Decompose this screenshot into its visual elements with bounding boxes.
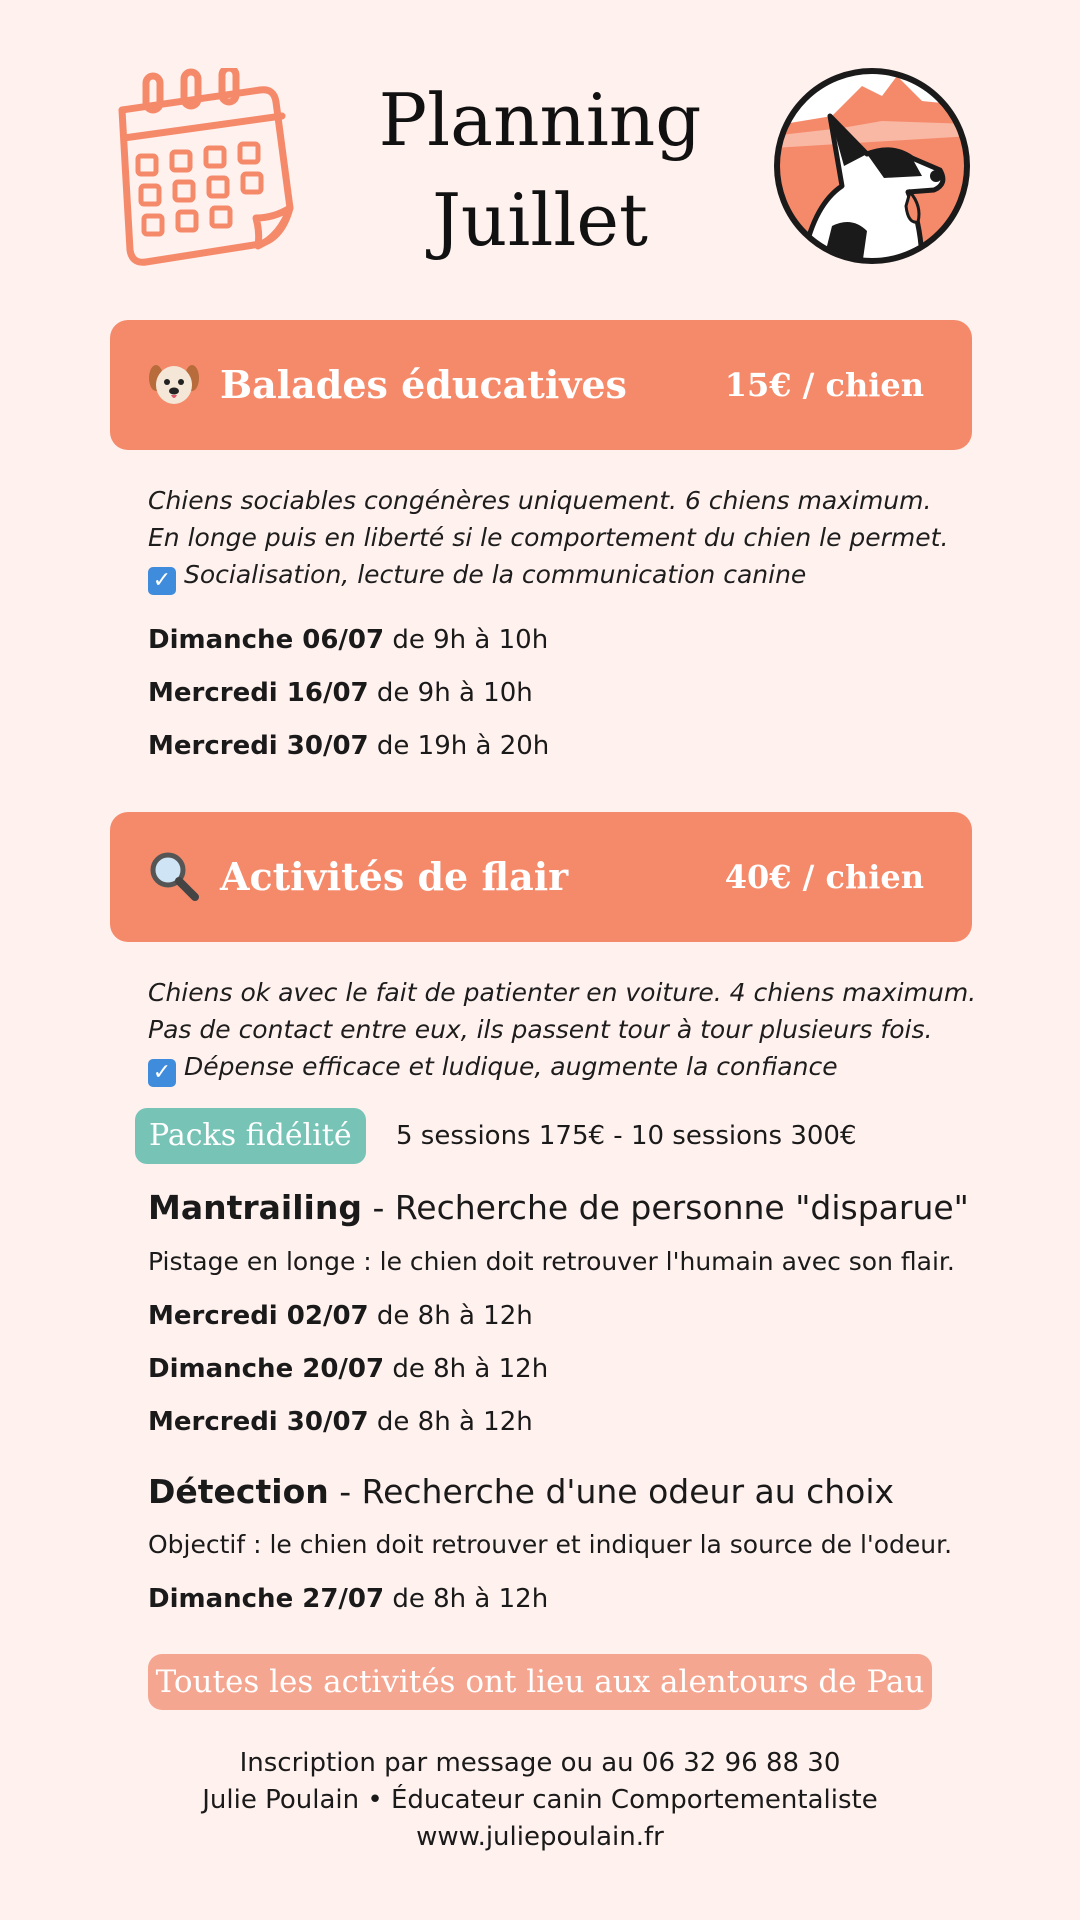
desc-line: Pas de contact entre eux, ils passent tour à tour plusieurs fois.	[148, 1015, 933, 1044]
page-title	[340, 70, 740, 270]
footer-author: Julie Poulain • Éducateur canin Comportementaliste	[202, 1785, 878, 1815]
checkbox-icon: ✓	[148, 1059, 176, 1087]
dog-face-icon	[148, 358, 200, 410]
section-description	[148, 482, 1008, 595]
session-row: Mercredi 02/07 de 8h à 12h	[148, 1301, 533, 1331]
section-title: Balades éducatives	[220, 362, 627, 407]
activity-heading-detection: Détection - Recherche d'une odeur au choix	[148, 1472, 895, 1511]
session-row: Dimanche 20/07 de 8h à 12h	[148, 1354, 549, 1384]
magnifying-glass-icon	[148, 850, 200, 902]
section-price: 15€ / chien	[724, 366, 924, 404]
desc-line: ✓ Socialisation, lecture de la communication canine	[148, 556, 1008, 595]
desc-line: Chiens ok avec le fait de patienter en voiture. 4 chiens maximum.	[148, 978, 977, 1007]
session-row: Dimanche 06/07 de 9h à 10h	[148, 625, 549, 655]
activity-description: Objectif : le chien doit retrouver et indiquer la source de l'odeur.	[148, 1530, 953, 1559]
title-line-1: Planning	[378, 78, 702, 162]
desc-line: ✓ Dépense efficace et ludique, augmente la confiance	[148, 1048, 1008, 1087]
section-banner-flair	[110, 812, 972, 942]
session-row: Dimanche 27/07 de 8h à 12h	[148, 1584, 549, 1614]
session-row: Mercredi 30/07 de 19h à 20h	[148, 731, 550, 761]
desc-line: Chiens sociables congénères uniquement. 6 chiens maximum.	[148, 486, 932, 515]
activity-description: Pistage en longe : le chien doit retrouver l'humain avec son flair.	[148, 1247, 955, 1276]
packs-pricing: 5 sessions 175€ - 10 sessions 300€	[396, 1121, 857, 1151]
activity-heading-mantrailing: Mantrailing - Recherche de personne "disparue"	[148, 1188, 969, 1227]
desc-line: En longe puis en liberté si le comportement du chien le permet.	[148, 523, 949, 552]
checkbox-icon: ✓	[148, 567, 176, 595]
footer-website[interactable]: www.juliepoulain.fr	[416, 1822, 664, 1852]
title-line-2: Juillet	[432, 178, 648, 262]
section-description	[148, 974, 1008, 1087]
session-row: Mercredi 16/07 de 9h à 10h	[148, 678, 533, 708]
footer-contact: Inscription par message ou au 06 32 96 88 30	[239, 1748, 841, 1778]
dog-logo-icon	[772, 66, 972, 266]
section-price: 40€ / chien	[724, 858, 924, 896]
section-banner-balades	[110, 320, 972, 450]
location-banner: Toutes les activités ont lieu aux alentours de Pau	[148, 1654, 932, 1710]
section-title: Activités de flair	[220, 854, 569, 899]
footer	[0, 1745, 1080, 1856]
calendar-icon	[110, 68, 295, 268]
packs-badge: Packs fidélité	[135, 1108, 366, 1164]
session-row: Mercredi 30/07 de 8h à 12h	[148, 1407, 533, 1437]
